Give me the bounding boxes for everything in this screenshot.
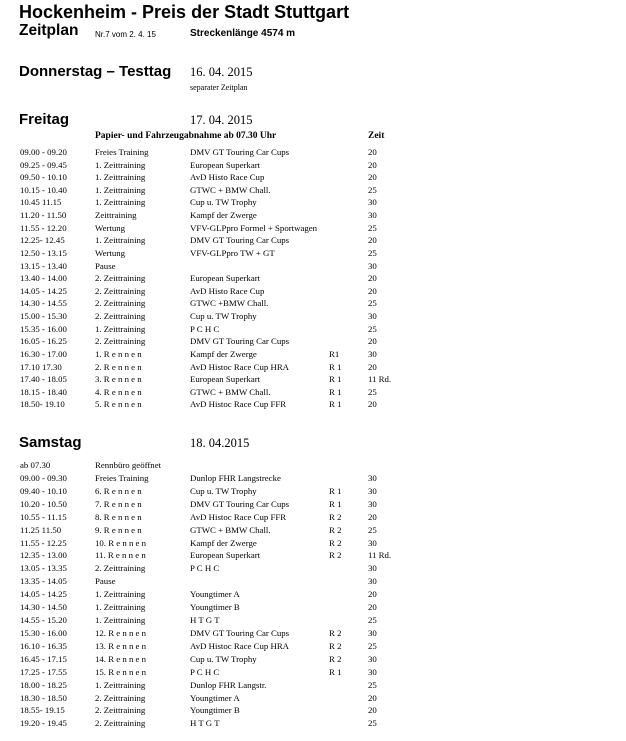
duration-cell: 20: [368, 336, 377, 347]
time-cell: 10.20 - 10.50: [20, 498, 67, 509]
version-note: Nr.7 vom 2. 4. 15: [95, 30, 156, 39]
series-cell: European Superkart: [190, 550, 261, 561]
event-cell: 2. Zeittraining: [95, 692, 146, 703]
series-cell: AvD Histo Race Cup: [190, 172, 265, 183]
series-cell: GTWC +BMW Chall.: [190, 298, 269, 309]
duration-cell: 25: [368, 323, 377, 334]
time-cell: 18.15 - 18.40: [20, 386, 67, 397]
duration-cell: 20: [368, 361, 377, 372]
schedule-row: [0, 511, 626, 523]
duration-cell: 30: [368, 311, 377, 322]
schedule-row: [0, 348, 626, 360]
event-cell: Rennbüro geöffnet: [95, 460, 162, 470]
duration-cell: 30: [368, 197, 377, 208]
event-cell: 7. R e n n e n: [95, 498, 142, 509]
series-cell: AvD Histoc Race Cup HRA: [190, 361, 290, 372]
schedule-row: [0, 323, 626, 335]
series-cell: European Superkart: [190, 159, 261, 170]
event-cell: 2. Zeittraining: [95, 285, 146, 296]
series-cell: H T G T: [190, 718, 220, 729]
schedule-row: [0, 601, 626, 613]
event-cell: 2. Zeittraining: [95, 311, 146, 322]
schedule-row: [0, 234, 626, 246]
run-cell: R 2: [329, 524, 342, 535]
time-cell: 12.50 - 13.15: [20, 247, 67, 258]
schedule-row: [0, 209, 626, 221]
schedule-row: [0, 272, 626, 284]
series-cell: Cup u. TW Trophy: [190, 653, 257, 664]
series-cell: P C H C: [190, 563, 220, 574]
duration-cell: 20: [368, 172, 377, 183]
duration-cell: 20: [368, 511, 377, 522]
duration-cell: 20: [368, 159, 377, 170]
series-cell: P C H C: [190, 323, 220, 334]
duration-cell: 30: [368, 210, 377, 221]
series-cell: Kampf der Zwerge: [190, 348, 257, 359]
event-cell: 2. R e n n e n: [95, 361, 142, 372]
event-cell: 13. R e n n e n: [95, 640, 147, 651]
schedule-row: [0, 184, 626, 196]
schedule-row: [0, 485, 626, 497]
time-cell: 09.50 - 10.10: [20, 172, 67, 183]
time-cell: 16.30 - 17.00: [20, 348, 67, 359]
run-cell: R1: [329, 348, 340, 359]
series-cell: Dunlop FHR Langstr.: [190, 679, 267, 690]
event-cell: 1. Zeittraining: [95, 172, 146, 183]
time-cell: 14.05 - 14.25: [20, 589, 67, 600]
duration-cell: 30: [368, 653, 377, 664]
event-cell: Freies Training: [95, 147, 149, 157]
series-cell: Youngtimer A: [190, 692, 240, 703]
run-cell: R 2: [329, 550, 342, 561]
event-cell: 9. R e n n e n: [95, 524, 142, 535]
run-cell: R 1: [329, 374, 342, 385]
time-cell: 13.40 - 14.00: [20, 273, 67, 284]
time-cell: 13.05 - 13.35: [20, 563, 67, 574]
event-cell: 1. R e n n e n: [95, 348, 142, 359]
duration-cell: 20: [368, 235, 377, 246]
time-cell: 09.00 - 09.30: [20, 472, 67, 483]
series-cell: DMV GT Touring Car Cups: [190, 336, 290, 347]
event-cell: Pause: [95, 260, 116, 271]
series-cell: AvD Histoc Race Cup FFR: [190, 511, 287, 522]
event-cell: 1. Zeittraining: [95, 615, 146, 626]
series-cell: Kampf der Zwerge: [190, 537, 257, 548]
duration-cell: 20: [368, 692, 377, 703]
duration-cell: 30: [368, 485, 377, 496]
schedule-row: [0, 575, 626, 587]
run-cell: R 1: [329, 666, 342, 677]
event-cell: 2. Zeittraining: [95, 705, 146, 716]
schedule-row: [0, 588, 626, 600]
schedule-row: [0, 386, 626, 398]
run-cell: R 2: [329, 640, 342, 651]
duration-cell: 20: [368, 147, 377, 157]
event-cell: 1. Zeittraining: [95, 589, 146, 600]
time-cell: 18.50- 19.10: [20, 399, 65, 410]
duration-cell: 25: [368, 247, 377, 258]
event-cell: 1. Zeittraining: [95, 323, 146, 334]
schedule-row: [0, 614, 626, 626]
event-cell: 12. R e n n e n: [95, 627, 147, 638]
schedule-row: [0, 653, 626, 665]
duration-cell: 11 Rd.: [368, 374, 392, 385]
series-cell: DMV GT Touring Car Cups: [190, 498, 290, 509]
series-cell: GTWC + BMW Chall.: [190, 386, 271, 397]
schedule-row: [0, 472, 626, 484]
schedule-row: [0, 260, 626, 272]
schedule-row: [0, 159, 626, 171]
schedule-row: [0, 679, 626, 691]
schedule-row: [0, 549, 626, 561]
time-cell: 14.05 - 14.25: [20, 285, 67, 296]
duration-cell: 20: [368, 399, 377, 410]
thursday-note: separater Zeitplan: [190, 83, 248, 92]
duration-cell: 30: [368, 472, 377, 483]
duration-cell: 25: [368, 222, 377, 233]
time-cell: 17.40 - 18.05: [20, 374, 67, 385]
time-cell: 12.35 - 13.00: [20, 550, 67, 561]
event-cell: 15. R e n n e n: [95, 666, 147, 677]
series-cell: GTWC + BMW Chall.: [190, 524, 271, 535]
duration-cell: 30: [368, 537, 377, 548]
schedule-row: [0, 146, 626, 158]
duration-cell: 20: [368, 602, 377, 613]
duration-cell: 30: [368, 348, 377, 359]
run-cell: R 1: [329, 485, 342, 496]
time-cell: 16.05 - 16.25: [20, 336, 67, 347]
event-cell: 3. R e n n e n: [95, 374, 142, 385]
event-cell: 1. Zeittraining: [95, 197, 146, 208]
duration-cell: 30: [368, 627, 377, 638]
schedule-row: [0, 373, 626, 385]
duration-cell: 25: [368, 640, 377, 651]
time-cell: 16.10 - 16.35: [20, 640, 67, 651]
duration-column-header: Zeit: [368, 131, 385, 141]
event-cell: 1. Zeittraining: [95, 184, 146, 195]
duration-cell: 20: [368, 273, 377, 284]
series-cell: AvD Histo Race Cup: [190, 285, 265, 296]
duration-cell: 25: [368, 298, 377, 309]
duration-cell: 25: [368, 615, 377, 626]
event-cell: 5. R e n n e n: [95, 399, 142, 410]
run-cell: R 2: [329, 511, 342, 522]
time-cell: 15.35 - 16.00: [20, 323, 67, 334]
time-cell: 14.30 - 14.55: [20, 298, 67, 309]
duration-cell: 30: [368, 498, 377, 509]
friday-inspection-note: Papier- und Fahrzeugabnahme ab 07.30 Uhr: [95, 131, 277, 141]
duration-cell: 30: [368, 576, 377, 587]
schedule-row: [0, 640, 626, 652]
time-cell: 09.40 - 10.10: [20, 485, 67, 496]
series-cell: Dunlop FHR Langstrecke: [190, 472, 281, 483]
series-cell: AvD Histoc Race Cup HRA: [190, 640, 290, 651]
schedule-row: [0, 196, 626, 208]
time-cell: 18.55- 19.15: [20, 705, 65, 716]
series-cell: Youngtimer B: [190, 602, 240, 613]
time-cell: 14.55 - 15.20: [20, 615, 67, 626]
series-cell: AvD Histoc Race Cup FFR: [190, 399, 287, 410]
time-cell: 19.20 - 19.45: [20, 718, 67, 729]
duration-cell: 20: [368, 589, 377, 600]
time-cell: 11.55 - 12.20: [20, 222, 67, 233]
duration-cell: 25: [368, 679, 377, 690]
friday-heading: Freitag: [19, 111, 70, 128]
time-cell: 17.10 17.30: [20, 361, 62, 372]
schedule-row: [0, 627, 626, 639]
schedule-row: [0, 562, 626, 574]
duration-cell: 30: [368, 260, 377, 271]
series-cell: Cup u. TW Trophy: [190, 485, 257, 496]
thursday-heading: Donnerstag – Testtag: [19, 63, 172, 80]
schedule-row: [0, 310, 626, 322]
event-cell: 1. Zeittraining: [95, 679, 146, 690]
event-cell: 11. R e n n e n: [95, 550, 146, 561]
duration-cell: 20: [368, 285, 377, 296]
time-cell: 11.20 - 11.50: [20, 210, 67, 221]
series-cell: Cup u. TW Trophy: [190, 197, 257, 208]
series-cell: DMV GT Touring Car Cups: [190, 235, 290, 246]
series-cell: P C H C: [190, 666, 220, 677]
time-cell: 12.25- 12.45: [20, 235, 65, 246]
event-cell: Freies Training: [95, 472, 149, 483]
duration-cell: 25: [368, 386, 377, 397]
series-cell: European Superkart: [190, 273, 261, 284]
time-cell: ab 07.30: [20, 460, 51, 470]
friday-date: 17. 04. 2015: [190, 113, 253, 127]
schedule-row: [0, 498, 626, 510]
event-cell: Wertung: [95, 222, 126, 233]
event-cell: Zeittraining: [95, 210, 137, 221]
time-cell: 15.00 - 15.30: [20, 311, 67, 322]
run-cell: R 1: [329, 386, 342, 397]
run-cell: R 1: [329, 361, 342, 372]
schedule-row: [0, 537, 626, 549]
time-cell: 09.00 - 09.20: [20, 147, 67, 157]
series-cell: H T G T: [190, 615, 220, 626]
time-cell: 18.30 - 18.50: [20, 692, 67, 703]
duration-cell: 30: [368, 666, 377, 677]
event-cell: 2. Zeittraining: [95, 273, 146, 284]
duration-cell: 25: [368, 184, 377, 195]
schedule-row: [0, 704, 626, 716]
run-cell: R 1: [329, 399, 342, 410]
series-cell: Youngtimer B: [190, 705, 240, 716]
time-cell: 17.25 - 17.55: [20, 666, 67, 677]
series-cell: DMV GT Touring Car Cups: [190, 627, 290, 638]
time-cell: 16.45 - 17.15: [20, 653, 67, 664]
track-length: Streckenlänge 4574 m: [190, 28, 296, 39]
event-cell: Wertung: [95, 247, 126, 258]
event-cell: 1. Zeittraining: [95, 159, 146, 170]
series-cell: European Superkart: [190, 374, 261, 385]
time-cell: 13.35 - 14.05: [20, 576, 67, 587]
time-cell: 10.55 - 11.15: [20, 511, 67, 522]
event-cell: 4. R e n n e n: [95, 386, 142, 397]
duration-cell: 20: [368, 705, 377, 716]
event-cell: 1. Zeittraining: [95, 602, 146, 613]
page-title: Hockenheim - Preis der Stadt Stuttgart: [19, 2, 350, 22]
event-cell: 1. Zeittraining: [95, 235, 146, 246]
event-cell: 10. R e n n e n: [95, 537, 147, 548]
duration-cell: 11 Rd.: [368, 550, 392, 561]
duration-cell: 30: [368, 563, 377, 574]
series-cell: Kampf der Zwerge: [190, 210, 257, 221]
schedule-row: [0, 666, 626, 678]
event-cell: 8. R e n n e n: [95, 511, 142, 522]
event-cell: 2. Zeittraining: [95, 718, 146, 729]
time-cell: 10.45 11.15: [20, 197, 62, 208]
event-cell: 6. R e n n e n: [95, 485, 142, 496]
time-cell: 14.30 - 14.50: [20, 602, 67, 613]
event-cell: 2. Zeittraining: [95, 563, 146, 574]
duration-cell: 25: [368, 718, 377, 729]
saturday-date: 18. 04.2015: [190, 436, 250, 450]
time-cell: 11.25 11.50: [20, 524, 62, 535]
schedule-row: [0, 335, 626, 347]
schedule-row: [0, 171, 626, 183]
page-subtitle: Zeitplan: [19, 22, 79, 39]
event-cell: Pause: [95, 576, 116, 587]
run-cell: R 2: [329, 537, 342, 548]
time-cell: 15.30 - 16.00: [20, 627, 67, 638]
time-cell: 09.25 - 09.45: [20, 159, 67, 170]
schedule-row: [0, 692, 626, 704]
series-cell: GTWC + BMW Chall.: [190, 184, 271, 195]
schedule-row: [0, 297, 626, 309]
series-cell: Youngtimer A: [190, 589, 240, 600]
event-cell: 14. R e n n e n: [95, 653, 147, 664]
series-cell: DMV GT Touring Car Cups: [190, 147, 290, 157]
time-cell: 18.00 - 18.25: [20, 679, 67, 690]
series-cell: Cup u. TW Trophy: [190, 311, 257, 322]
schedule-row: [0, 398, 626, 410]
event-cell: 2. Zeittraining: [95, 298, 146, 309]
series-cell: VFV-GLPpro TW + GT: [190, 247, 275, 258]
schedule-row: [0, 524, 626, 536]
thursday-date: 16. 04. 2015: [190, 65, 253, 79]
schedule-row: [0, 222, 626, 234]
run-cell: R 1: [329, 498, 342, 509]
time-cell: 10.15 - 10.40: [20, 184, 67, 195]
schedule-row: [0, 459, 626, 471]
schedule-row: [0, 717, 626, 729]
schedule-row: [0, 247, 626, 259]
schedule-row: [0, 361, 626, 373]
saturday-heading: Samstag: [19, 434, 82, 451]
event-cell: 2. Zeittraining: [95, 336, 146, 347]
series-cell: VFV-GLPpro Formel + Sportwagen: [190, 222, 318, 233]
run-cell: R 2: [329, 627, 342, 638]
run-cell: R 2: [329, 653, 342, 664]
time-cell: 13.15 - 13.40: [20, 260, 67, 271]
duration-cell: 25: [368, 524, 377, 535]
time-cell: 11.55 - 12.25: [20, 537, 67, 548]
schedule-row: [0, 285, 626, 297]
